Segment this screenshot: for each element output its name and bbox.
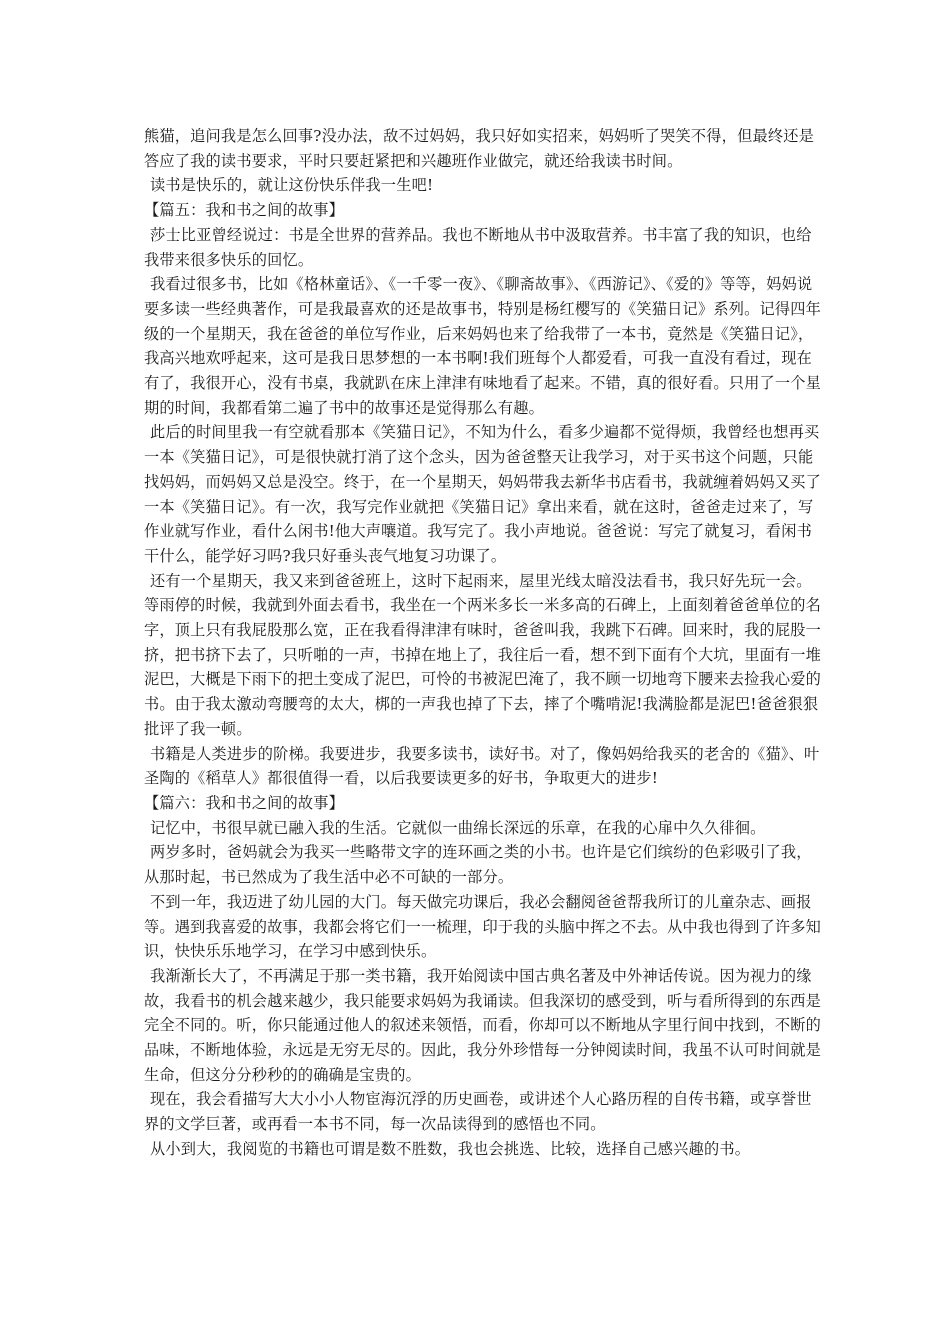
- paragraph: 我看过很多书，比如《格林童话》、《一千零一夜》、《聊斋故事》、《西游记》、《爱的》等等，妈妈说要多读一些经典著作，可是我最喜欢的还是故事书，特别是杨红樱写的《笑猫日记》系列。记得四年级的一个星期天，我在爸爸的单位写作业，后来妈妈也来了给我带了一本书，竟然是《笑猫日记》，我高兴地欢呼起来，这可是我日思梦想的一本书啊!我们班每个人都爱看，可我一直没有看过，现在有了，我很开心，没有书桌，我就趴在床上津津有味地看了起来。不错，真的很好看。只用了一个星期的时间，我都看第二遍了书中的故事还是觉得那么有趣。: [144, 275, 822, 417]
- section-heading: 【篇六：我和书之间的故事】: [144, 793, 345, 812]
- section-heading: 【篇五：我和书之间的故事】: [144, 201, 345, 220]
- paragraph: 不到一年，我迈进了幼儿园的大门。每天做完功课后，我必会翻阅爸爸帮我所订的儿童杂志、画报等。遇到我喜爱的故事，我都会将它们一一梳理，印于我的头脑中挥之不去。从中我也得到了许多知识，快快乐乐地学习，在学习中感到快乐。: [144, 892, 822, 961]
- document-body: [144, 124, 824, 1162]
- paragraph: 从小到大，我阅览的书籍也可谓是数不胜数，我也会挑选、比较，选择自己感兴趣的书。: [150, 1139, 751, 1158]
- paragraph: 两岁多时，爸妈就会为我买一些略带文字的连环画之类的小书。也许是它们缤纷的色彩吸引了我，从那时起，书已然成为了我生活中必不可缺的一部分。: [144, 843, 812, 887]
- paragraph: 还有一个星期天，我又来到爸爸班上，这时下起雨来，屋里光线太暗没法看书，我只好先玩一会。等雨停的时候，我就到外面去看书，我坐在一个两米多长一米多高的石碑上，上面刻着爸爸单位的名字，顶上只有我屁股那么宽，正在我看得津津有味时，爸爸叫我，我跳下石碑。回来时，我的屁股一挤，把书挤下去了，只听啪的一声，书掉在地上了，我往后一看，想不到下面有个大坑，里面有一堆泥巴，大概是下雨下的把土变成了泥巴，可怜的书被泥巴淹了，我不顾一切地弯下腰来去捡我心爱的书。由于我太激动弯腰弯的太大，梆的一声我也掉了下去，摔了个嘴啃泥!我满脸都是泥巴!爸爸狠狠批评了我一顿。: [144, 571, 822, 738]
- paragraph: 书籍是人类进步的阶梯。我要进步，我要多读书，读好书。对了，像妈妈给我买的老舍的《猫》、叶圣陶的《稻草人》都很值得一看，以后我要读更多的好书，争取更大的进步!: [144, 744, 820, 788]
- paragraph: 记忆中，书很早就已融入我的生活。它就似一曲绵长深远的乐章，在我的心扉中久久徘徊。: [150, 818, 766, 837]
- paragraph: 现在，我会看描写大大小小人物宦海沉浮的历史画卷，或讲述个人心路历程的自传书籍，或享誉世界的文学巨著，或再看一本书不同，每一次品读得到的感悟也不同。: [144, 1090, 812, 1134]
- paragraph: 我渐渐长大了，不再满足于那一类书籍，我开始阅读中国古典名著及中外神话传说。因为视力的缘故，我看书的机会越来越少，我只能要求妈妈为我诵读。但我深切的感受到，听与看所得到的东西是完全不同的。听，你只能通过他人的叙述来领悟，而看，你却可以不断地从字里行间中找到，不断的品味，不断地体验，永远是无穷无尽的。因此，我分外珍惜每一分钟阅读时间，我虽不认可时间就是生命，但这分分秒秒的的确确是宝贵的。: [144, 966, 822, 1084]
- paragraph: 读书是快乐的，就让这份快乐伴我一生吧!: [150, 176, 434, 195]
- paragraph: 熊猫，追问我是怎么回事?没办法，敌不过妈妈，我只好如实招来，妈妈听了哭笑不得，但最终还是答应了我的读书要求，平时只要赶紧把和兴趣班作业做完，就还给我读书时间。: [144, 127, 815, 170]
- paragraph: 此后的时间里我一有空就看那本《笑猫日记》，不知为什么，看多少遍都不觉得烦，我曾经也想再买一本《笑猫日记》，可是很快就打消了这个念头，因为爸爸整天让我学习，对于买书这个问题，只能找妈妈，而妈妈又总是没空。终于，在一个星期天，妈妈带我去新华书店看书，我就缠着妈妈又买了一本《笑猫日记》。有一次，我写完作业就把《笑猫日记》拿出来看，就在这时，爸爸走过来了，写作业就写作业，看什么闲书!他大声嚷道。我写完了。我小声地说。爸爸说：写完了就复习，看闲书干什么，能学好习吗?我只好垂头丧气地复习功课了。: [144, 423, 822, 565]
- paragraph: 莎士比亚曾经说过：书是全世界的营养品。我也不断地从书中汲取营养。书丰富了我的知识，也给我带来很多快乐的回忆。: [144, 225, 812, 269]
